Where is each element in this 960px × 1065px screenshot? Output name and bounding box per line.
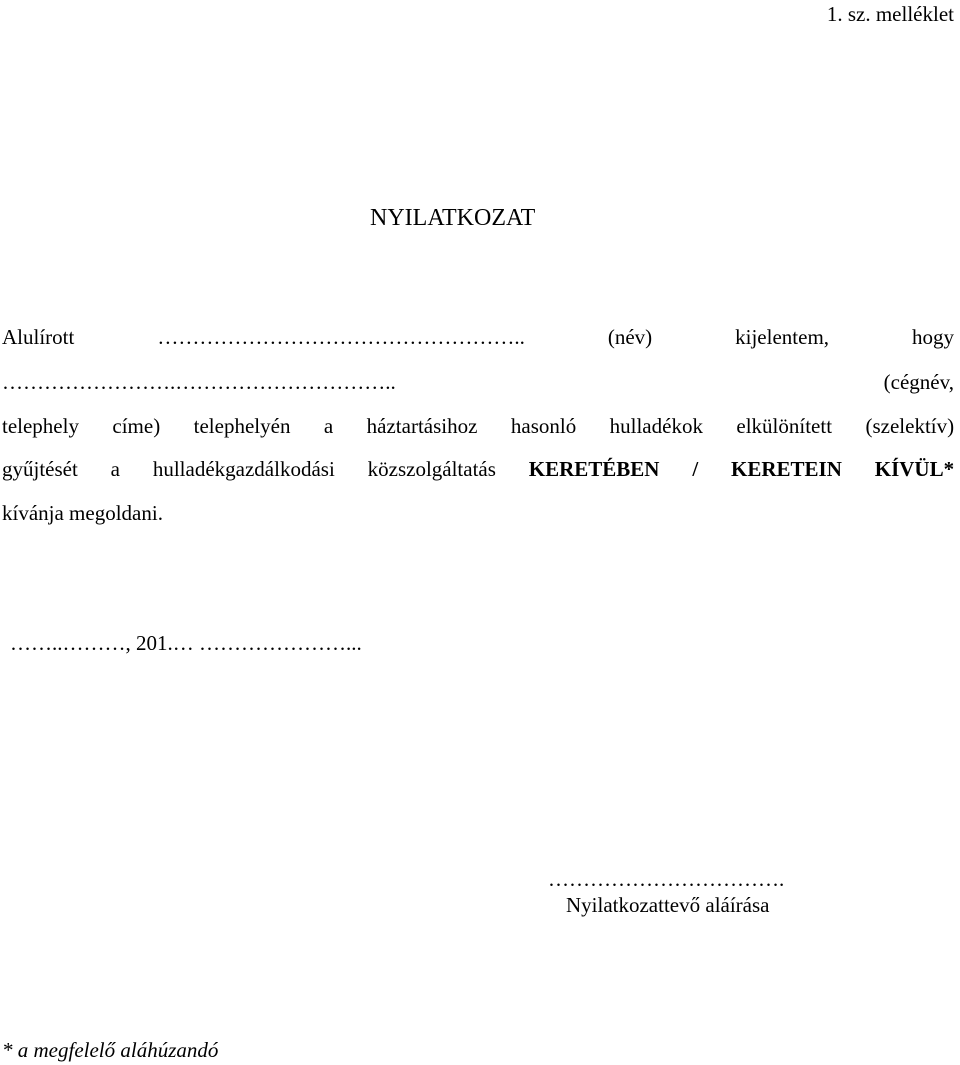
paragraph-line-1 bbox=[2, 324, 954, 350]
word: elkülönített bbox=[736, 414, 833, 438]
word: telephelyén bbox=[193, 414, 291, 438]
word: hulladékok bbox=[609, 414, 703, 438]
name-blank: …………………………………………….. bbox=[157, 325, 525, 349]
signature-line: ……………………………. bbox=[548, 867, 785, 891]
word: a bbox=[323, 414, 334, 438]
company-blank: …………………….………………………….. bbox=[2, 370, 396, 394]
paragraph-line-5: kívánja megoldani. bbox=[2, 501, 163, 525]
word: gyűjtését bbox=[2, 457, 78, 481]
signature-label: Nyilatkozattevő aláírása bbox=[566, 893, 770, 917]
paragraph-line-2 bbox=[2, 369, 954, 395]
word: háztartásihoz bbox=[366, 414, 478, 438]
word: hulladékgazdálkodási bbox=[152, 457, 335, 481]
option-outside: KÍVÜL* bbox=[874, 457, 955, 481]
document-title: NYILATKOZAT bbox=[370, 205, 536, 231]
place-date-line: ……..………, 201.… …………………... bbox=[10, 631, 362, 655]
paragraph-line-3 bbox=[2, 413, 954, 439]
option-within: KERETÉBEN bbox=[528, 457, 660, 481]
option-separator: / bbox=[692, 457, 699, 481]
word: (szelektív) bbox=[865, 414, 955, 438]
annex-label: 1. sz. melléklet bbox=[826, 2, 954, 26]
alulirott-label: Alulírott bbox=[2, 325, 75, 349]
word: telephely bbox=[2, 414, 79, 438]
name-suffix: (név) kijelentem, hogy bbox=[607, 325, 955, 349]
company-suffix: (cégnév, bbox=[883, 370, 954, 394]
word: hasonló bbox=[510, 414, 577, 438]
word: címe) bbox=[112, 414, 161, 438]
word: közszolgáltatás bbox=[367, 457, 496, 481]
paragraph-line-4 bbox=[2, 456, 954, 482]
word: a bbox=[110, 457, 120, 481]
option-outside: KERETEIN bbox=[731, 457, 842, 481]
footnote: * a megfelelő aláhúzandó bbox=[2, 1038, 219, 1062]
